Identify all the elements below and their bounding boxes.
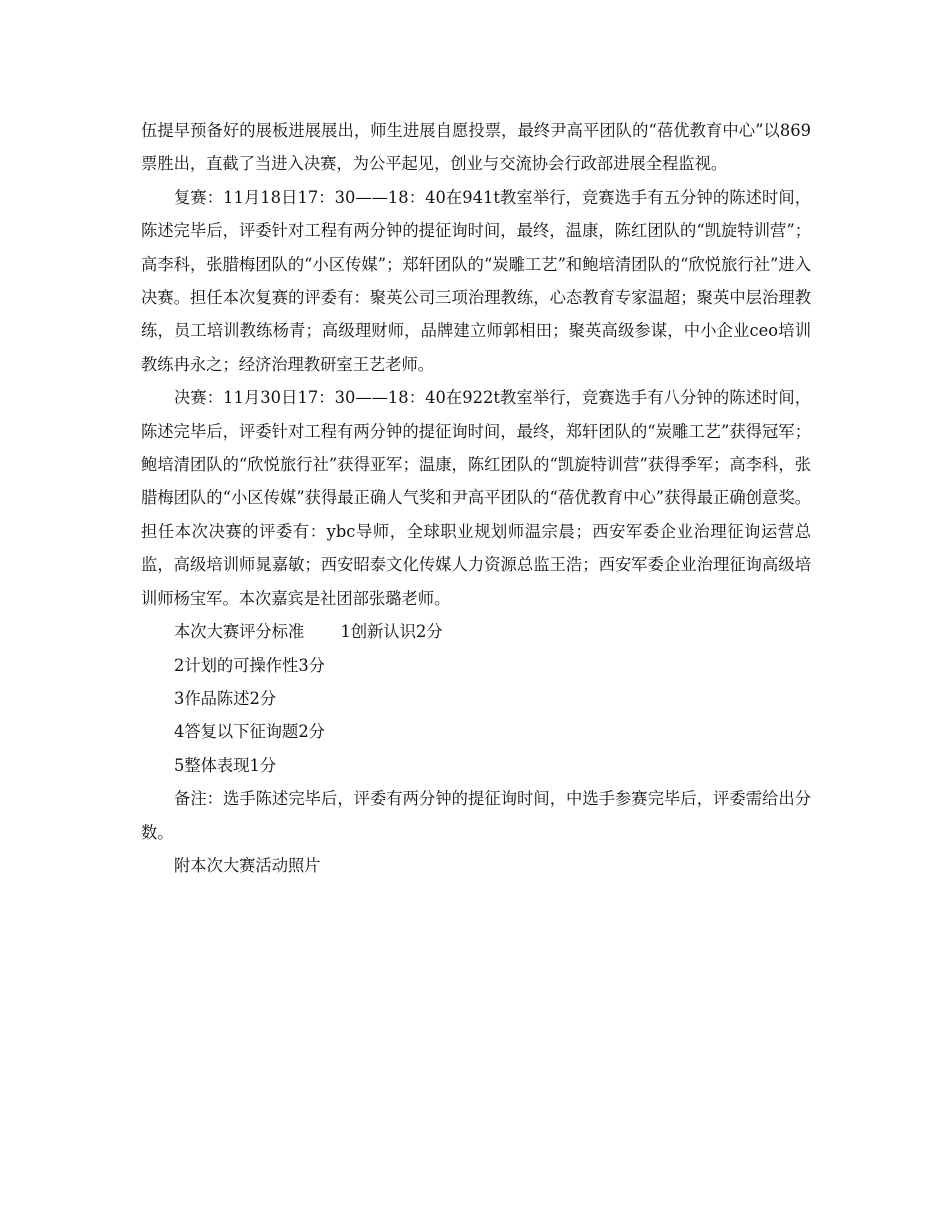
criterion-item: 1创新认识2分 [340, 622, 443, 642]
criterion-item: 3作品陈述2分 [174, 688, 277, 708]
paragraph-semifinal: 复赛：11月18日17：30——18：40在941t教室举行，竞赛选手有五分钟的陈述时间，陈述完毕后，评委针对工程有两分钟的提征询时间，最终，温康，陈红团队的“凯旋特训营”；高李科，张腊梅团队的“小区传媒”；郑轩团队的“炭雕工艺”和鲍培清团队的“欣悦旅行社”进入决赛。担任本次复赛的评委有：聚英公司三项治理教练，心态教育专家温超；聚英中层治理教练，员工培训教练杨青；高级理财师，品牌建立师郭相田；聚英高级参谋，中小企业ceo培训教练冉永之；经济治理教研室王艺老师。 [141, 187, 811, 374]
note-paragraph: 备注：选手陈述完毕后，评委有两分钟的提征询时间，中选手参赛完毕后，评委需给出分数。 [141, 789, 811, 842]
document-page [141, 114, 811, 882]
criterion-item: 5整体表现1分 [174, 755, 277, 775]
criterion-item: 4答复以下征询题2分 [174, 722, 325, 742]
paragraph-final: 决赛：11月30日17：30——18：40在922t教室举行，竞赛选手有八分钟的陈述时间，陈述完毕后，评委针对工程有两分钟的提征询时间，最终，郑轩团队的“炭雕工艺”获得冠军；鲍培清团队的“欣悦旅行社”获得亚军；温康，陈红团队的“凯旋特训营”获得季军；高李科，张腊梅团队的“小区传媒”获得最正确人气奖和尹高平团队的“蓓优教育中心”获得最正确创意奖。担任本次决赛的评委有：ybc导师，全球职业规划师温宗晨；西安军委企业治理征询运营总监，高级培训师晁嘉敏；西安昭泰文化传媒人力资源总监王浩；西安军委企业治理征询高级培训师杨宝军。本次嘉宾是社团部张璐老师。 [141, 388, 811, 608]
paragraph-preliminary-continued: 伍提早预备好的展板进展展出，师生进展自愿投票，最终尹高平团队的“蓓优教育中心”以869票胜出，直截了当进入决赛，为公平起见，创业与交流协会行政部进展全程监视。 [141, 121, 811, 174]
photo-caption: 附本次大赛活动照片 [174, 855, 321, 875]
scoring-criteria-heading-line [141, 615, 811, 648]
scoring-criteria-heading: 本次大赛评分标准 [174, 622, 305, 642]
criterion-item: 2计划的可操作性3分 [174, 655, 325, 675]
